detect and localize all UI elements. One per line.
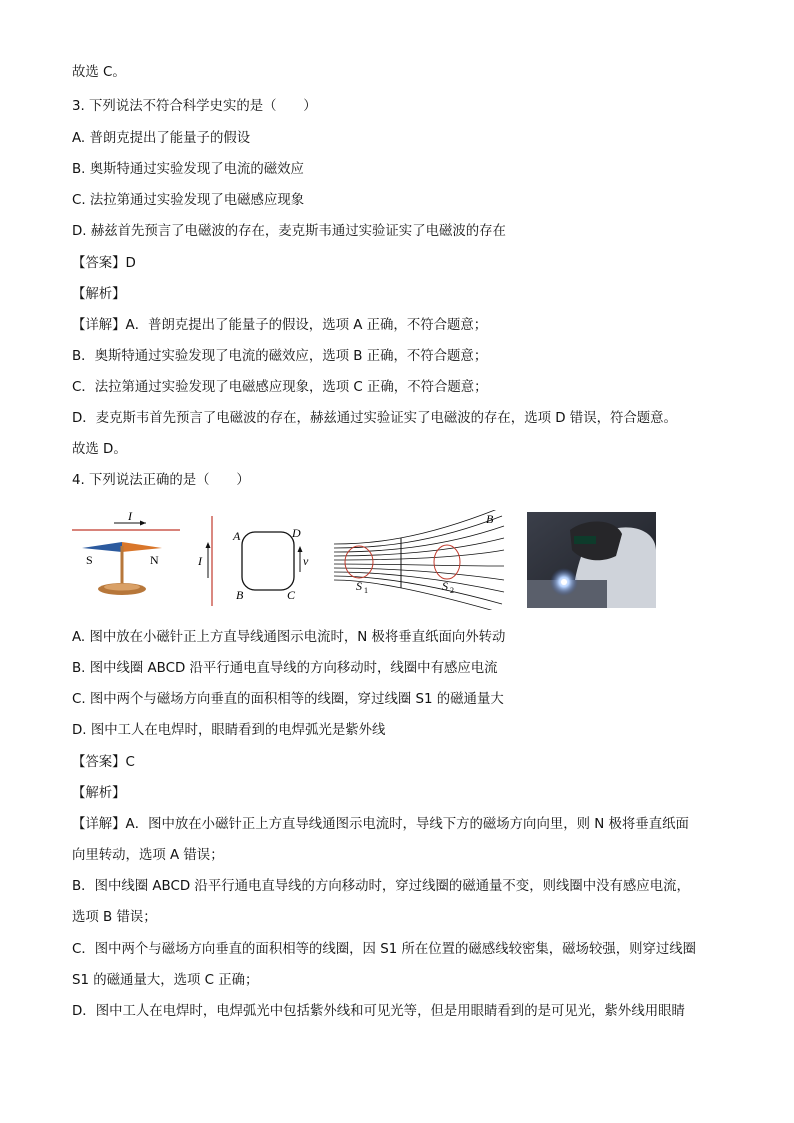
question-4-option-b: B. 图中线圈 ABCD 沿平行通电直导线的方向移动时，线圈中有感应电流 bbox=[72, 661, 498, 676]
figure-field-lines bbox=[334, 510, 504, 610]
fig3-s2-subscript: 2 bbox=[450, 586, 454, 595]
fig3-s2-label: S bbox=[442, 579, 448, 593]
question-4-detail-a-cont: 向里转动，选项 A 错误； bbox=[72, 848, 224, 863]
figure-compass-needle bbox=[72, 510, 180, 595]
fig3-b-label: B bbox=[486, 512, 494, 526]
coil-s2 bbox=[434, 545, 460, 579]
field-line bbox=[334, 510, 500, 544]
question-4-analysis-heading: 【解析】 bbox=[72, 786, 126, 801]
fig2-v-label: v bbox=[303, 554, 309, 568]
fig2-d-label: D bbox=[292, 526, 301, 540]
fig3-s1-label: S bbox=[356, 579, 362, 593]
question-4-detail-b: B．图中线圈 ABCD 沿平行通电直导线的方向移动时，穿过线圈的磁通量不变，则线圈中没有感应电流， bbox=[72, 879, 690, 894]
needle-north-half bbox=[122, 542, 162, 552]
question-3-answer: 【答案】D bbox=[72, 256, 136, 271]
question-3-conclusion: 故选 D。 bbox=[72, 442, 127, 457]
helmet-visor bbox=[574, 536, 596, 544]
question-4-stem: 4. 下列说法正确的是（ ） bbox=[72, 473, 250, 488]
question-3-option-d: D. 赫兹首先预言了电磁波的存在，麦克斯韦通过实验证实了电磁波的存在 bbox=[72, 224, 506, 239]
wire-current-arrow-head bbox=[206, 542, 211, 548]
question-4-detail-a: 【详解】A．图中放在小磁针正上方直导线通图示电流时，导线下方的磁场方向向里，则 N 极将垂直纸面 bbox=[72, 817, 689, 832]
field-line bbox=[334, 526, 504, 552]
question-4-option-c: C. 图中两个与磁场方向垂直的面积相等的线圈，穿过线圈 S1 的磁通量大 bbox=[72, 692, 504, 707]
fig1-south-label: S bbox=[86, 553, 93, 567]
question-4-figures bbox=[70, 510, 670, 610]
needle-south-half bbox=[82, 542, 122, 552]
question-3-detail-b: B．奥斯特通过实验发现了电流的磁效应，选项 B 正确，不符合题意； bbox=[72, 349, 488, 364]
stand-base-top bbox=[104, 584, 140, 591]
question-4-answer: 【答案】C bbox=[72, 755, 135, 770]
question-3-detail-c: C．法拉第通过实验发现了电磁感应现象，选项 C 正确，不符合题意； bbox=[72, 380, 488, 395]
question-3-option-c: C. 法拉第通过实验发现了电磁感应现象 bbox=[72, 193, 305, 208]
figure-coil-abcd bbox=[197, 516, 309, 606]
current-arrow-head bbox=[140, 521, 146, 526]
fig2-c-label: C bbox=[287, 588, 296, 602]
figures-svg bbox=[70, 510, 670, 610]
question-3-analysis-heading: 【解析】 bbox=[72, 287, 126, 302]
fig3-s1-subscript: 1 bbox=[364, 586, 368, 595]
fig1-current-label: I bbox=[128, 510, 132, 523]
fig1-north-label: N bbox=[150, 553, 159, 567]
question-4-option-a: A. 图中放在小磁针正上方直导线通图示电流时，N 极将垂直纸面向外转动 bbox=[72, 630, 506, 645]
question-4-detail-c-cont: S1 的磁通量大，选项 C 正确； bbox=[72, 973, 259, 988]
coil-s1 bbox=[345, 546, 373, 578]
question-4-option-d: D. 图中工人在电焊时，眼睛看到的电焊弧光是紫外线 bbox=[72, 723, 386, 738]
question-4-detail-c: C．图中两个与磁场方向垂直的面积相等的线圈，因 S1 所在位置的磁感线较密集，磁场较强，则穿过线圈 bbox=[72, 942, 697, 957]
welder-photo bbox=[527, 512, 656, 608]
figure-field-labels bbox=[356, 512, 494, 595]
field-line bbox=[334, 564, 504, 566]
fig2-a-label: A bbox=[233, 529, 241, 543]
fig2-current-label: I bbox=[198, 554, 202, 568]
question-3-option-a: A. 普朗克提出了能量子的假设 bbox=[72, 131, 251, 146]
velocity-arrow-head bbox=[298, 546, 303, 552]
question-3-detail-d: D．麦克斯韦首先预言了电磁波的存在，赫兹通过实验证实了电磁波的存在，选项 D 错误，符合题意。 bbox=[72, 411, 677, 426]
question-3-stem: 3. 下列说法不符合科学史实的是（ ） bbox=[72, 99, 317, 114]
welding-arc-core bbox=[561, 579, 567, 585]
coil-rect bbox=[242, 532, 294, 590]
fig2-b-label: B bbox=[236, 588, 244, 602]
question-4-detail-b-cont: 选项 B 错误； bbox=[72, 910, 157, 925]
question-4-detail-d: D．图中工人在电焊时，电焊弧光中包括紫外线和可见光等，但是用眼睛看到的是可见光，紫外线用眼睛 bbox=[72, 1004, 685, 1019]
question-3-option-b: B. 奥斯特通过实验发现了电流的磁效应 bbox=[72, 162, 304, 177]
text-line: 故选 C。 bbox=[72, 65, 126, 80]
question-3-detail-a: 【详解】A．普朗克提出了能量子的假设，选项 A 正确，不符合题意； bbox=[72, 318, 488, 333]
